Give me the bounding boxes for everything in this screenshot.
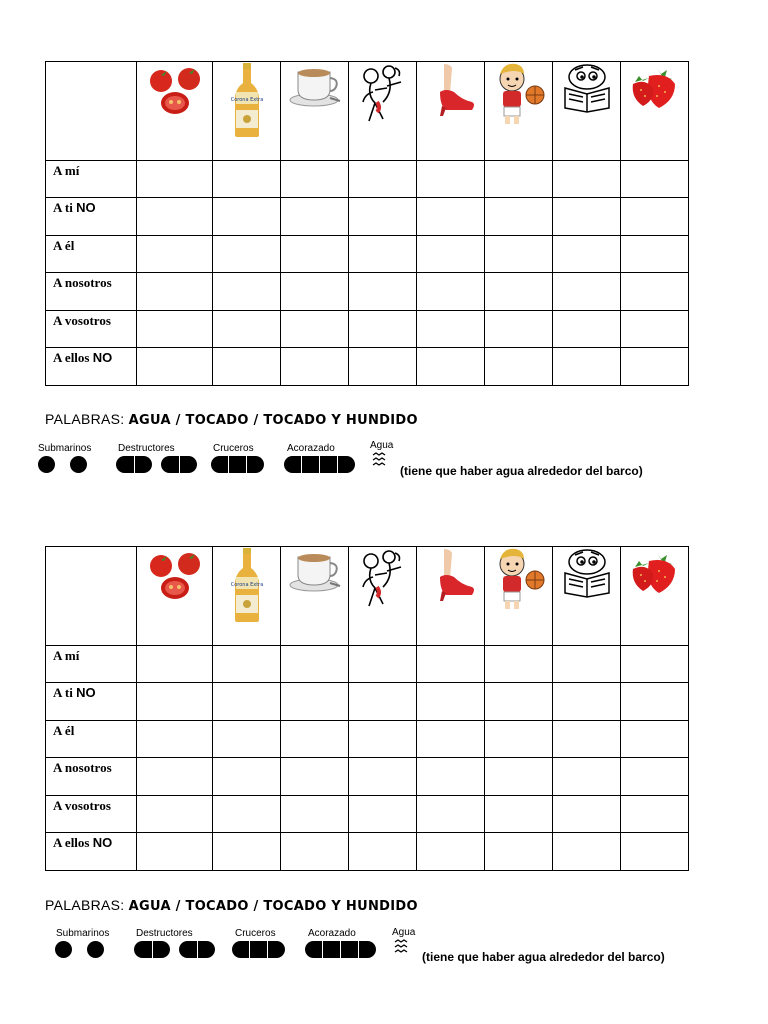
grid-cell[interactable] xyxy=(621,348,689,386)
grid-cell[interactable] xyxy=(485,833,553,871)
water-note: (tiene que haber agua alrededor del barco) xyxy=(422,950,665,964)
row-label: A ti NO xyxy=(46,683,137,721)
submarine-shapes xyxy=(38,456,87,473)
tomatoes-icon xyxy=(145,62,205,118)
grid-cell[interactable] xyxy=(349,311,417,348)
grid-cell[interactable] xyxy=(621,273,689,311)
grid-cell[interactable] xyxy=(485,646,553,683)
grid-cell[interactable] xyxy=(281,348,349,386)
icon-cell xyxy=(349,62,417,161)
legend-1 xyxy=(45,411,418,428)
grid-cell[interactable] xyxy=(349,833,417,871)
submarine-shapes xyxy=(55,941,104,958)
grid-cell[interactable] xyxy=(621,683,689,721)
grid-row xyxy=(46,758,689,796)
grid-cell[interactable] xyxy=(349,273,417,311)
grid-cell[interactable] xyxy=(213,796,281,833)
grid-cell[interactable] xyxy=(137,198,213,236)
grid-row xyxy=(46,721,689,758)
submarine-ship xyxy=(38,456,55,473)
grid-cell[interactable] xyxy=(281,721,349,758)
cruiser-ship xyxy=(232,941,285,958)
grid-cell[interactable] xyxy=(281,796,349,833)
grid-cell[interactable] xyxy=(621,161,689,198)
grid-cell[interactable] xyxy=(417,198,485,236)
grid-cell[interactable] xyxy=(485,236,553,273)
grid-cell[interactable] xyxy=(137,796,213,833)
water-icon xyxy=(394,939,410,957)
destroyer-ship xyxy=(179,941,215,958)
destroyer-shapes xyxy=(116,456,197,473)
battleship-shape xyxy=(305,941,376,958)
grid-cell[interactable] xyxy=(417,646,485,683)
red-shoe-icon xyxy=(426,547,476,603)
grid-cell[interactable] xyxy=(213,683,281,721)
icon-cell xyxy=(417,62,485,161)
grid-cell[interactable] xyxy=(485,198,553,236)
ships-legend-1 xyxy=(0,440,768,485)
tomatoes-icon xyxy=(145,547,205,603)
icon-cell xyxy=(137,547,213,646)
grid-cell[interactable] xyxy=(137,758,213,796)
grid-cell[interactable] xyxy=(137,683,213,721)
grid-cell[interactable] xyxy=(349,683,417,721)
words-list: AGUA / TOCADO / TOCADO Y HUNDIDO xyxy=(128,899,418,914)
grid-cell[interactable] xyxy=(417,721,485,758)
icon-row xyxy=(46,547,689,646)
beer-bottle-icon xyxy=(230,547,263,623)
grid-cell[interactable] xyxy=(349,646,417,683)
beer-brand: Corona Extra xyxy=(230,97,263,103)
beer-brand: Corona Extra xyxy=(230,582,263,588)
grid-cell[interactable] xyxy=(553,683,621,721)
grid-cell[interactable] xyxy=(621,311,689,348)
grid-cell[interactable] xyxy=(621,833,689,871)
icon-cell xyxy=(621,62,689,161)
grid-row xyxy=(46,796,689,833)
grid-cell[interactable] xyxy=(417,758,485,796)
grid-cell[interactable] xyxy=(349,236,417,273)
grid-cell[interactable] xyxy=(137,311,213,348)
row-label: A nosotros xyxy=(46,273,137,311)
grid-cell[interactable] xyxy=(213,833,281,871)
words-line: PALABRAS: AGUA / TOCADO / TOCADO Y HUNDIDO xyxy=(45,411,418,428)
basketball-boy-icon xyxy=(490,547,548,611)
grid-cell[interactable] xyxy=(213,646,281,683)
reading-character-icon xyxy=(557,62,617,112)
grid-cell[interactable] xyxy=(553,646,621,683)
submarine-ship xyxy=(55,941,72,958)
row-label: A mí xyxy=(46,646,137,683)
destroyer-ship xyxy=(134,941,170,958)
battleship-ship xyxy=(305,941,376,958)
grid-cell[interactable] xyxy=(553,236,621,273)
basketball-boy-icon xyxy=(490,62,548,126)
icon-cell xyxy=(485,62,553,161)
icon-cell xyxy=(485,547,553,646)
cruiser-shape xyxy=(211,456,264,473)
icon-cell xyxy=(417,547,485,646)
destructores-label: Destructores xyxy=(118,443,175,454)
reading-character-icon xyxy=(557,547,617,597)
grid-cell[interactable] xyxy=(281,161,349,198)
grid-cell[interactable] xyxy=(213,311,281,348)
dancing-couple-icon xyxy=(351,547,415,611)
grid-cell[interactable] xyxy=(417,833,485,871)
grid-cell[interactable] xyxy=(485,161,553,198)
words-list: AGUA / TOCADO / TOCADO Y HUNDIDO xyxy=(128,413,418,428)
icon-cell xyxy=(281,62,349,161)
grid-cell[interactable] xyxy=(553,348,621,386)
cruceros-label: Cruceros xyxy=(235,928,276,939)
icon-cell xyxy=(281,547,349,646)
words-line: PALABRAS: AGUA / TOCADO / TOCADO Y HUNDIDO xyxy=(45,897,418,914)
cruiser-shape xyxy=(232,941,285,958)
icon-row xyxy=(46,62,689,161)
board-1 xyxy=(45,61,689,386)
grid-cell[interactable] xyxy=(213,236,281,273)
grid-cell[interactable] xyxy=(137,833,213,871)
grid-cell[interactable] xyxy=(281,683,349,721)
strawberries-icon xyxy=(627,547,683,597)
grid-cell[interactable] xyxy=(349,198,417,236)
grid-cell[interactable] xyxy=(213,758,281,796)
grid-cell[interactable] xyxy=(417,348,485,386)
grid-cell[interactable] xyxy=(281,236,349,273)
grid-cell[interactable] xyxy=(137,161,213,198)
grid-cell[interactable] xyxy=(281,273,349,311)
grid-cell[interactable] xyxy=(349,796,417,833)
row-label: A ti NO xyxy=(46,198,137,236)
destroyer-shapes xyxy=(134,941,215,958)
acorazado-label: Acorazado xyxy=(287,443,335,454)
corner-cell xyxy=(46,62,137,161)
grid-cell[interactable] xyxy=(137,721,213,758)
grid-cell[interactable] xyxy=(213,273,281,311)
grid-cell[interactable] xyxy=(137,646,213,683)
grid-cell[interactable] xyxy=(553,721,621,758)
grid-cell[interactable] xyxy=(417,273,485,311)
agua-label: Agua xyxy=(370,440,394,451)
destroyer-ship xyxy=(116,456,152,473)
grid-row xyxy=(46,311,689,348)
coffee-cup-icon xyxy=(288,547,342,593)
icon-cell xyxy=(349,547,417,646)
grid-cell[interactable] xyxy=(621,236,689,273)
icon-cell xyxy=(621,547,689,646)
grid-cell[interactable] xyxy=(213,348,281,386)
battleship-ship xyxy=(284,456,355,473)
row-label: A ellos NO xyxy=(46,348,137,386)
board-2 xyxy=(45,546,689,871)
destructores-label: Destructores xyxy=(136,928,193,939)
grid-cell[interactable] xyxy=(485,683,553,721)
row-label: A vosotros xyxy=(46,311,137,348)
submarinos-label: Submarinos xyxy=(56,928,110,939)
strawberries-icon xyxy=(627,62,683,112)
cruiser-ship xyxy=(211,456,264,473)
submarinos-label: Submarinos xyxy=(38,443,92,454)
ships-legend-2 xyxy=(0,927,768,972)
grid-row xyxy=(46,348,689,386)
grid-cell[interactable] xyxy=(281,311,349,348)
row-label: A ellos NO xyxy=(46,833,137,871)
grid-row xyxy=(46,833,689,871)
grid-cell[interactable] xyxy=(553,161,621,198)
grid-cell[interactable] xyxy=(281,758,349,796)
red-shoe-icon xyxy=(426,62,476,118)
beer-bottle-icon xyxy=(230,62,263,138)
grid-row xyxy=(46,236,689,273)
grid-cell[interactable] xyxy=(621,198,689,236)
icon-cell xyxy=(213,62,281,161)
grid-cell[interactable] xyxy=(417,236,485,273)
grid-cell[interactable] xyxy=(553,796,621,833)
grid-cell[interactable] xyxy=(621,646,689,683)
grid-cell[interactable] xyxy=(485,273,553,311)
grid-cell[interactable] xyxy=(621,758,689,796)
submarine-ship xyxy=(70,456,87,473)
row-label: A nosotros xyxy=(46,758,137,796)
water-note: (tiene que haber agua alrededor del barco) xyxy=(400,464,643,478)
grid-cell[interactable] xyxy=(349,721,417,758)
grid-cell[interactable] xyxy=(553,758,621,796)
battleship-shape xyxy=(284,456,355,473)
grid-cell[interactable] xyxy=(281,833,349,871)
grid-cell[interactable] xyxy=(553,311,621,348)
battleship-grid xyxy=(45,61,689,386)
grid-cell[interactable] xyxy=(417,683,485,721)
grid-cell[interactable] xyxy=(349,161,417,198)
grid-cell[interactable] xyxy=(485,758,553,796)
grid-cell[interactable] xyxy=(349,348,417,386)
icon-cell xyxy=(553,547,621,646)
grid-row xyxy=(46,683,689,721)
grid-row xyxy=(46,198,689,236)
acorazado-label: Acorazado xyxy=(308,928,356,939)
submarine-ship xyxy=(87,941,104,958)
grid-row xyxy=(46,273,689,311)
grid-cell[interactable] xyxy=(621,721,689,758)
agua-label: Agua xyxy=(392,927,416,938)
grid-cell[interactable] xyxy=(485,311,553,348)
grid-cell[interactable] xyxy=(281,646,349,683)
grid-cell[interactable] xyxy=(213,161,281,198)
grid-cell[interactable] xyxy=(553,198,621,236)
grid-cell[interactable] xyxy=(417,311,485,348)
grid-cell[interactable] xyxy=(553,833,621,871)
row-label: A vosotros xyxy=(46,796,137,833)
grid-cell[interactable] xyxy=(281,198,349,236)
coffee-cup-icon xyxy=(288,62,342,108)
grid-row xyxy=(46,161,689,198)
grid-cell[interactable] xyxy=(137,236,213,273)
grid-cell[interactable] xyxy=(417,161,485,198)
icon-cell xyxy=(137,62,213,161)
battleship-grid xyxy=(45,546,689,871)
row-label: A él xyxy=(46,721,137,758)
dancing-couple-icon xyxy=(351,62,415,126)
grid-cell[interactable] xyxy=(137,348,213,386)
grid-cell[interactable] xyxy=(553,273,621,311)
grid-row xyxy=(46,646,689,683)
icon-cell xyxy=(213,547,281,646)
grid-cell[interactable] xyxy=(621,796,689,833)
grid-cell[interactable] xyxy=(137,273,213,311)
legend-2 xyxy=(45,897,418,914)
cruceros-label: Cruceros xyxy=(213,443,254,454)
row-label: A él xyxy=(46,236,137,273)
grid-cell[interactable] xyxy=(485,796,553,833)
icon-cell xyxy=(553,62,621,161)
grid-cell[interactable] xyxy=(213,198,281,236)
grid-cell[interactable] xyxy=(213,721,281,758)
water-icon xyxy=(372,452,388,470)
grid-cell[interactable] xyxy=(485,348,553,386)
corner-cell xyxy=(46,547,137,646)
grid-cell[interactable] xyxy=(417,796,485,833)
row-label: A mí xyxy=(46,161,137,198)
grid-cell[interactable] xyxy=(485,721,553,758)
destroyer-ship xyxy=(161,456,197,473)
grid-cell[interactable] xyxy=(349,758,417,796)
